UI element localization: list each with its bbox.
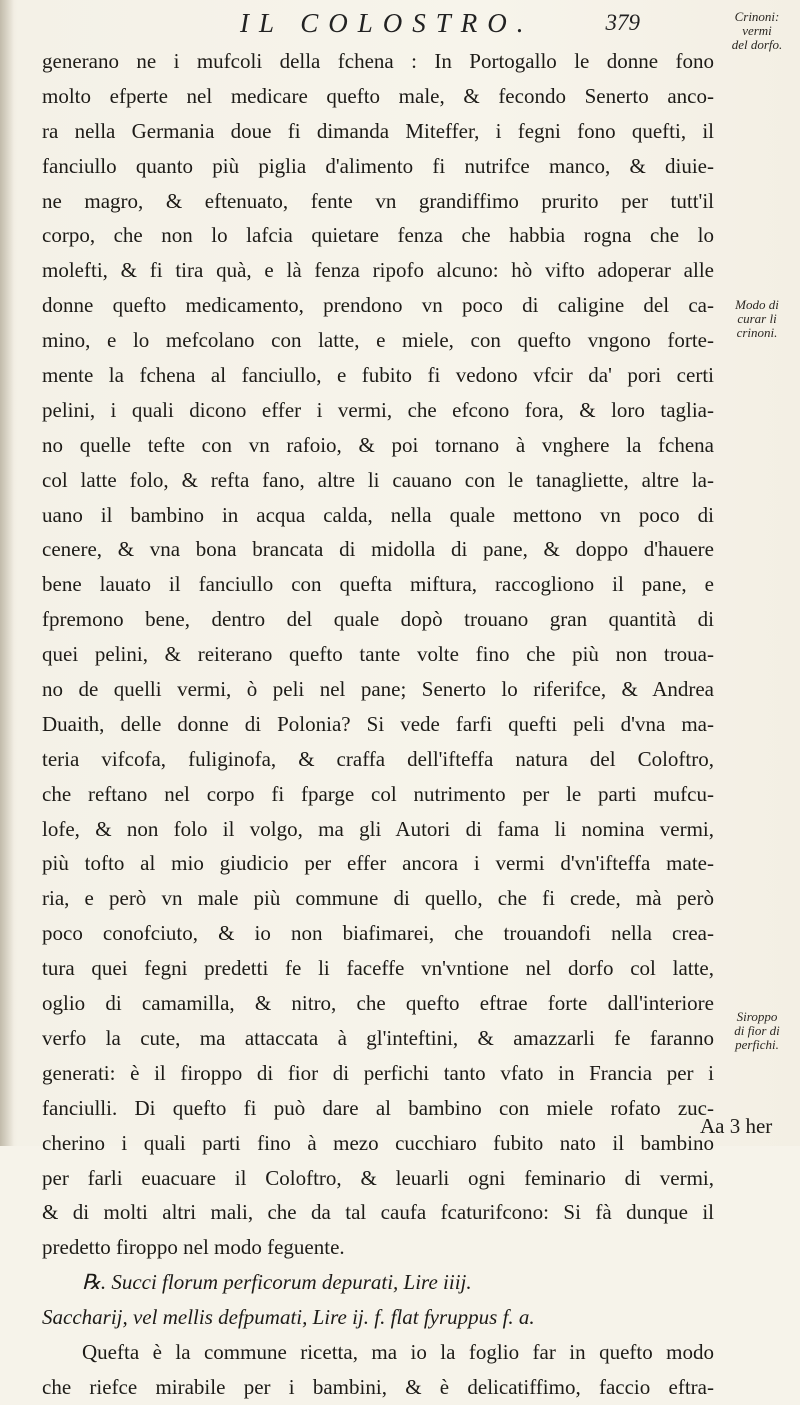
recipe-line: ℞. Succi florum perficorum depurati, Lire iiij. <box>82 1270 472 1295</box>
text-line: & di molti altri mali, che da tal caufa fcaturifcono: Si fà dunque il <box>42 1200 714 1225</box>
text-line: uano il bambino in acqua calda, nella quale mettono vn poco di <box>42 502 714 527</box>
text-line: che riefce mirabile per i bambini, & è delicatiffimo, faccio eftra- <box>42 1374 714 1399</box>
margin-note-line: crinoni. <box>736 325 778 340</box>
running-title: IL COLOSTRO. <box>240 8 534 38</box>
margin-note-line: del dorfo. <box>731 37 783 52</box>
text-line: più tofto al mio giudicio per effer ancora i vermi d'vn'ifteffa mate- <box>42 851 714 876</box>
margin-note-line: perfichi. <box>735 1037 779 1052</box>
text-line: fpremono bene, dentro del quale dopò trouano gran quantità di <box>42 607 714 632</box>
text-line: quei pelini, & reiterano quefto tante volte fino che più non troua- <box>42 642 714 667</box>
text-line: per farli euacuare il Coloftro, & leuarli ogni feminario di vermi, <box>42 1165 714 1190</box>
margin-note-line: vermi <box>742 23 772 38</box>
text-line: Quefta è la commune ricetta, ma io la foglio far in quefto modo <box>82 1339 714 1364</box>
text-line: pelini, i quali dicono effer i vermi, che efcono fora, & loro taglia- <box>42 397 714 422</box>
margin-note-line: Crinoni: <box>734 9 780 24</box>
catchword: Aa 3 her <box>700 1114 773 1138</box>
text-line: corpo, che non lo lafcia quietare fenza che habbia rogna che lo <box>42 223 714 248</box>
text-line: molto efperte nel medicare quefto male, & fecondo Senerto anco- <box>42 83 714 108</box>
text-line: molefti, & fi tira quà, e là fenza ripofo alcuno: hò vifto adoperar alle <box>42 258 714 283</box>
text-line: generano ne i mufcoli della fchena : In Portogallo le donne fono <box>42 49 714 73</box>
text-line: fanciullo quanto più piglia d'alimento fi nutrifce manco, & diuie- <box>42 153 714 178</box>
text-line: teria vifcofa, fuliginofa, & craffa dell'ifteffa natura del Coloftro, <box>42 746 714 771</box>
text-line: mino, e lo mefcolano con latte, e miele, con quefto vngono forte- <box>42 328 714 353</box>
text-line: che reftano nel corpo fi fparge col nutrimento per le parti mufcu- <box>42 781 714 806</box>
text-line: ria, e però vn male più commune di quello, che fi crede, mà però <box>42 886 714 911</box>
text-line: ra nella Germania doue fi dimanda Miteffer, i fegni fono quefti, il <box>42 118 714 143</box>
text-line: mente la fchena al fanciullo, e fubito fi vedono vfcir da' pori certi <box>42 363 714 388</box>
margin-notes <box>716 0 798 1146</box>
text-line: donne quefto medicamento, prendono vn poco di caligine del ca- <box>42 293 714 318</box>
text-line: generati: è il firoppo di fior di perfichi tanto vfato in Francia per i <box>42 1060 714 1085</box>
page-number: 379 <box>605 10 640 35</box>
text-line: ne magro, & eftenuato, fente vn grandiffimo prurito per tutt'il <box>42 188 714 213</box>
gutter-shadow <box>0 0 14 1146</box>
margin-note <box>716 298 798 340</box>
text-line: col latte folo, & refta fano, altre li cauano con le tanagliette, altre la- <box>42 467 714 492</box>
margin-note-line: di fior di <box>734 1023 780 1038</box>
text-line: cherino i quali parti fino à mezo cucchiaro fubito nato il bambino <box>42 1130 714 1155</box>
text-line: predetto firoppo nel modo feguente. <box>42 1235 345 1260</box>
margin-note <box>716 1010 798 1052</box>
margin-note-line: Modo di <box>735 297 779 312</box>
text-line: tura quei fegni predetti fe li faceffe vn'vntione nel dorfo col latte, <box>42 956 714 981</box>
margin-note-line: curar li <box>737 311 777 326</box>
text-line: no de quelli vermi, ò peli nel pane; Senerto lo riferifce, & Andrea <box>42 677 714 702</box>
text-line: oglio di camamilla, & nitro, che quefto eftrae forte dall'interiore <box>42 991 714 1016</box>
text-line: fanciulli. Di quefto fi può dare al bambino con miele rofato zuc- <box>42 1095 714 1120</box>
recipe-line: Saccharij, vel mellis defpumati, Lire ij. f. flat fyruppus f. a. <box>42 1305 535 1330</box>
text-line: bene lauato il fanciullo con quefta miftura, raccogliono il pane, e <box>42 572 714 597</box>
text-line: verfo la cute, ma attaccata à gl'inteftini, & amazzarli fe faranno <box>42 1025 714 1050</box>
page-header <box>150 8 710 38</box>
margin-note-line: Siroppo <box>736 1009 778 1024</box>
text-line: no quelle tefte con vn rafoio, & poi tornano à vnghere la fchena <box>42 432 714 457</box>
text-line: cenere, & vna bona brancata di midolla di pane, & doppo d'hauere <box>42 537 714 562</box>
text-line: poco conofciuto, & io non biafimarei, che trouandofi nella crea- <box>42 921 714 946</box>
text-line: lofe, & non folo il volgo, ma gli Autori di fama li nomina vermi, <box>42 816 714 841</box>
margin-note <box>716 10 798 52</box>
text-line: Duaith, delle donne di Polonia? Si vede farfi quefti peli d'vna ma- <box>42 711 714 736</box>
body-text <box>42 44 714 1405</box>
